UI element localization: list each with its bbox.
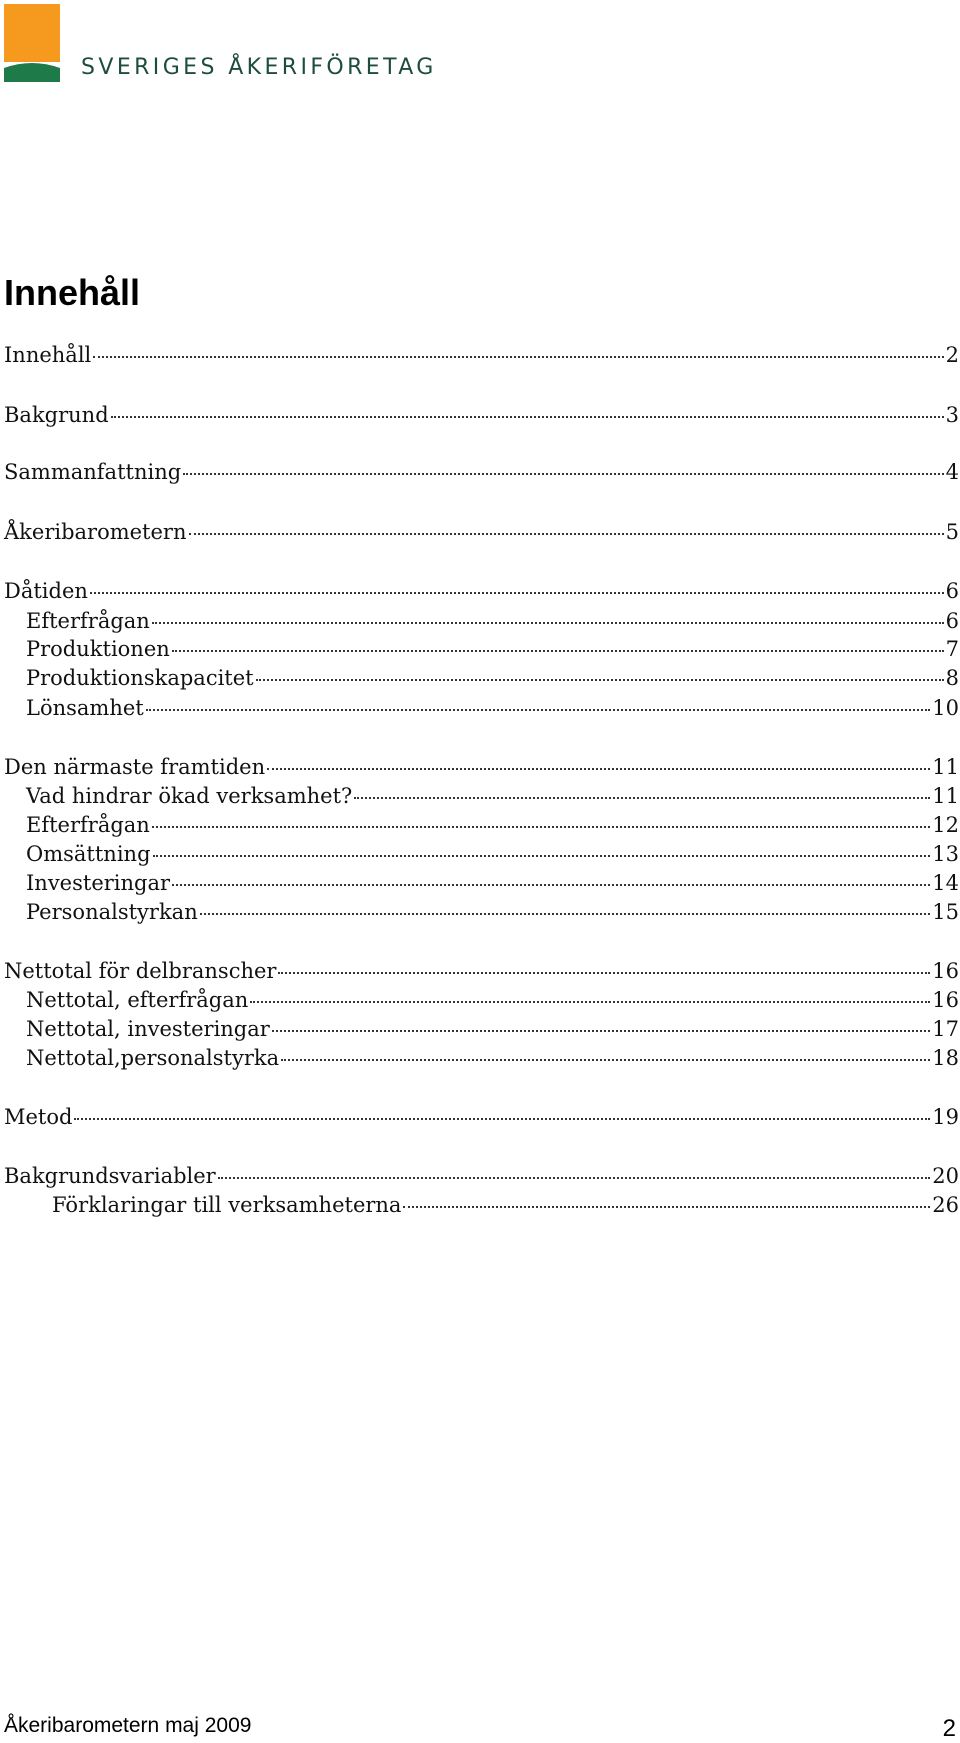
toc-entry-title: Investeringar: [26, 871, 171, 895]
toc-entry[interactable]: [26, 1044, 959, 1072]
toc-entry-title: Lönsamhet: [26, 696, 144, 720]
toc-entry[interactable]: [26, 607, 959, 635]
toc-entry[interactable]: [4, 1162, 959, 1190]
toc-entry[interactable]: [26, 986, 959, 1014]
toc-dot-leader: [272, 1030, 930, 1032]
footer-publication: Åkeribarometern maj 2009: [4, 1714, 252, 1737]
toc-entry-page: 13: [932, 842, 959, 866]
toc-entry-page: 17: [932, 1017, 959, 1041]
toc-dot-leader: [183, 473, 943, 475]
toc-entry[interactable]: [26, 840, 959, 868]
footer-page-number: 2: [942, 1715, 956, 1742]
toc-entry-page: 20: [932, 1164, 959, 1188]
toc-dot-leader: [74, 1118, 930, 1120]
toc-entry-page: 26: [932, 1193, 959, 1217]
toc-dot-leader: [250, 1001, 930, 1003]
toc-entry[interactable]: [4, 753, 959, 781]
toc-entry-page: 5: [945, 520, 959, 544]
toc-entry-page: 6: [945, 609, 959, 633]
toc-dot-leader: [278, 972, 930, 974]
toc-entry-title: Nettotal,personalstyrka: [26, 1046, 280, 1070]
toc-entry[interactable]: [4, 518, 959, 546]
toc-entry-page: 16: [932, 988, 959, 1012]
toc-dot-leader: [90, 592, 944, 594]
toc-entry[interactable]: [4, 957, 959, 985]
toc-entry-title: Förklaringar till verksamheterna: [52, 1193, 402, 1217]
toc-entry-title: Åkeribarometern: [4, 520, 187, 544]
toc-dot-leader: [146, 709, 931, 711]
toc-dot-leader: [256, 679, 944, 681]
toc-dot-leader: [152, 622, 944, 624]
toc-entry[interactable]: [26, 811, 959, 839]
toc-entry-page: 19: [932, 1105, 959, 1129]
toc-entry-title: Metod: [4, 1105, 73, 1129]
toc-entry[interactable]: [26, 664, 959, 692]
toc-entry-page: 11: [932, 784, 959, 808]
page-title: Innehåll: [4, 272, 141, 313]
toc-entry[interactable]: [26, 898, 959, 926]
toc-entry-title: Nettotal, efterfrågan: [26, 988, 249, 1012]
toc-entry[interactable]: [26, 635, 959, 663]
toc-entry-page: 10: [932, 696, 959, 720]
toc-entry-title: Sammanfattning: [4, 460, 182, 484]
toc-entry-page: 6: [945, 579, 959, 603]
toc-dot-leader: [403, 1206, 930, 1208]
toc-entry-title: Personalstyrkan: [26, 900, 198, 924]
toc-entry-title: Den närmaste framtiden: [4, 755, 266, 779]
toc-entry-title: Nettotal, investeringar: [26, 1017, 270, 1041]
toc-dot-leader: [354, 797, 930, 799]
toc-entry[interactable]: [4, 1103, 959, 1131]
toc-dot-leader: [267, 768, 930, 770]
toc-dot-leader: [218, 1177, 931, 1179]
toc-dot-leader: [200, 913, 931, 915]
toc-dot-leader: [281, 1059, 930, 1061]
toc-dot-leader: [172, 884, 930, 886]
toc-entry-page: 16: [932, 959, 959, 983]
toc-entry-page: 8: [945, 666, 959, 690]
toc-entry-page: 18: [932, 1046, 959, 1070]
toc-entry-title: Produktionen: [26, 637, 170, 661]
toc-entry-page: 4: [945, 460, 959, 484]
toc-entry-title: Efterfrågan: [26, 813, 150, 837]
toc-entry-page: 2: [945, 343, 959, 367]
toc-entry-title: Produktionskapacitet: [26, 666, 254, 690]
toc-entry[interactable]: [4, 341, 959, 369]
logo-mark-icon: [4, 4, 60, 82]
company-logo: [4, 4, 437, 84]
toc-entry-page: 12: [932, 813, 959, 837]
toc-entry[interactable]: [4, 458, 959, 486]
toc-entry-title: Dåtiden: [4, 579, 88, 603]
toc-entry-title: Nettotal för delbranscher: [4, 959, 277, 983]
toc-entry-title: Omsättning: [26, 842, 151, 866]
toc-entry-page: 15: [932, 900, 959, 924]
toc-entry[interactable]: [26, 782, 959, 810]
toc-entry-title: Efterfrågan: [26, 609, 150, 633]
logo-text: SVERIGES ÅKERIFÖRETAG: [81, 55, 437, 80]
toc-entry[interactable]: [52, 1191, 959, 1219]
toc-dot-leader: [93, 356, 943, 358]
toc-entry[interactable]: [4, 401, 959, 429]
toc-entry[interactable]: [26, 694, 959, 722]
toc-entry-page: 7: [945, 637, 959, 661]
toc-entry-title: Vad hindrar ökad verksamhet?: [26, 784, 353, 808]
toc-dot-leader: [189, 533, 944, 535]
toc-entry-page: 11: [932, 755, 959, 779]
toc-dot-leader: [172, 650, 944, 652]
toc-entry-title: Bakgrund: [4, 403, 109, 427]
toc-dot-leader: [153, 855, 931, 857]
toc-entry[interactable]: [26, 1015, 959, 1043]
toc-dot-leader: [152, 826, 930, 828]
toc-dot-leader: [111, 416, 944, 418]
toc-entry-title: Bakgrundsvariabler: [4, 1164, 216, 1188]
toc-entry[interactable]: [4, 577, 959, 605]
toc-entry-page: 14: [932, 871, 959, 895]
toc-entry-page: 3: [945, 403, 959, 427]
toc-entry[interactable]: [26, 869, 959, 897]
toc-entry-title: Innehåll: [4, 343, 92, 367]
